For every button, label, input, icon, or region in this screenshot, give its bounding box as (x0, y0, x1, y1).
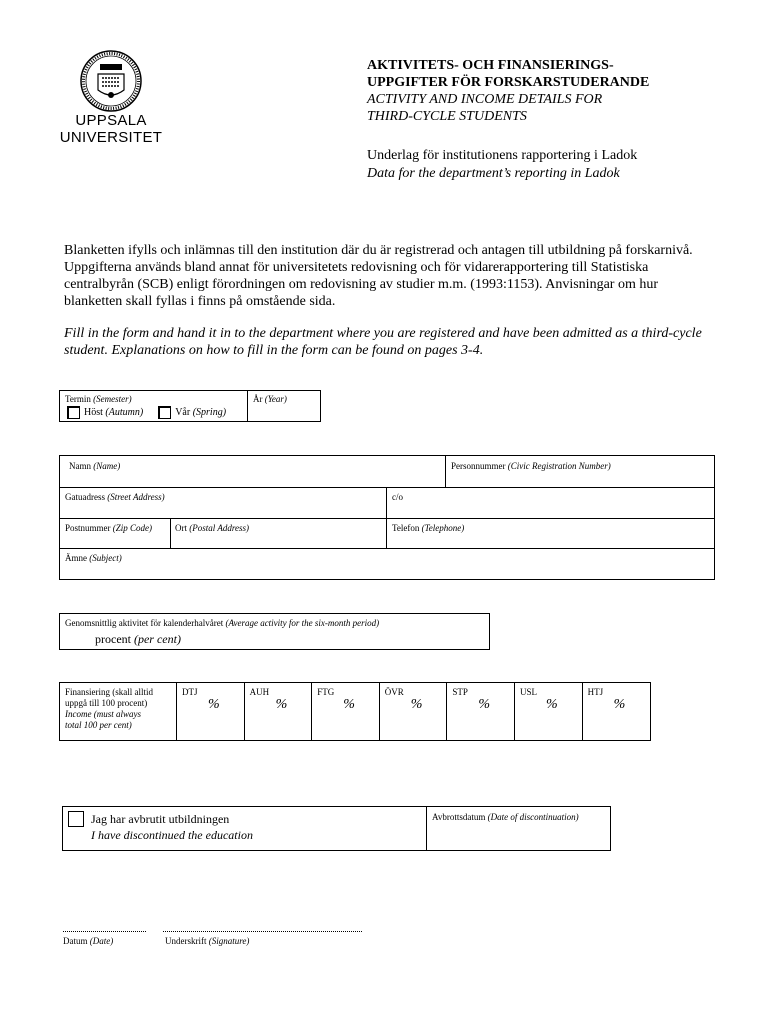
percent-sign: % (410, 697, 423, 712)
title-en-1: ACTIVITY AND INCOME DETAILS FOR (367, 92, 603, 107)
date-label: Datum (Date) (63, 936, 114, 946)
financing-col-usl[interactable]: USL (520, 687, 538, 697)
intro-text-en: Fill in the form and hand it in to the department where you are registered and have been admitted as a third-cycle student. Explanations on how to fill in the form can be found on pages 3-4. (64, 326, 702, 358)
percent-sign: % (275, 697, 288, 712)
university-seal-icon (80, 50, 142, 112)
percent-sign: % (478, 697, 491, 712)
subject-field[interactable]: Ämne (Subject) (65, 553, 122, 563)
discontinued-en: I have discontinued the education (91, 828, 253, 842)
financing-table (59, 682, 651, 741)
intro-text-sv: Blanketten ifylls och inlämnas till den institution där du är registrerad och antagen till utbildning på forskarnivå. Uppgifterna används bland annat för universitetets redovisning och för vidarerapportering till Statistiska centralbyrån (SCB) enligt förordningen om redovisning av studier m.m. (1993:1153). Anvisningar om hur blanketten skall fyllas i finns på omstående sida. (64, 243, 693, 309)
name-field[interactable]: Namn (Name) (69, 461, 121, 471)
financing-col-auh[interactable]: AUH (249, 687, 270, 697)
percent-sign: % (613, 697, 626, 712)
financing-col-htj[interactable]: HTJ (587, 687, 604, 697)
logo-line-2: UNIVERSITET (59, 129, 163, 146)
discontinued-checkbox[interactable] (68, 811, 84, 827)
date-line[interactable] (63, 931, 146, 932)
subtitle-en: Data for the department’s reporting in Ladok (367, 166, 620, 181)
activity-box[interactable] (59, 613, 490, 650)
subtitle-sv: Underlag för institutionens rapportering i Ladok (367, 148, 638, 163)
financing-col-dtj[interactable]: DTJ (182, 687, 198, 697)
financing-col-övr[interactable]: ÖVR (384, 687, 404, 697)
personal-info-box (59, 455, 715, 580)
activity-label: Genomsnittlig aktivitet för kalenderhalvåret (Average activity for the six-month period) (65, 618, 380, 628)
discontinued-box (62, 806, 611, 851)
civic-number-field[interactable]: Personnummer (Civic Registration Number) (451, 461, 611, 471)
percent-sign: % (546, 697, 558, 712)
city-field[interactable]: Ort (Postal Address) (175, 523, 249, 533)
signature-line[interactable] (163, 931, 362, 932)
financing-label: Finansiering (skall alltid uppgå till 100 procent) Income (must always total 100 per cent) (65, 687, 153, 730)
autumn-checkbox[interactable] (67, 406, 80, 419)
logo-line-1: UPPSALA (75, 112, 147, 129)
title-en-2: THIRD-CYCLE STUDENTS (367, 109, 527, 124)
activity-unit: procent (per cent) (95, 632, 181, 646)
phone-field[interactable]: Telefon (Telephone) (392, 523, 465, 533)
percent-sign: % (343, 697, 355, 712)
semester-options: Höst (Autumn) Vår (Spring) (62, 403, 247, 422)
financing-col-ftg[interactable]: FTG (317, 687, 335, 697)
page-title (367, 57, 649, 125)
year-field[interactable]: År (Year) (253, 394, 287, 404)
percent-sign: % (208, 697, 220, 712)
title-sv-2: UPPGIFTER FÖR FORSKARSTUDERANDE (367, 75, 650, 90)
financing-col-stp[interactable]: STP (452, 687, 468, 697)
subtitle (367, 147, 637, 183)
street-field[interactable]: Gatuadress (Street Address) (65, 492, 165, 502)
spring-checkbox[interactable] (158, 406, 171, 419)
zip-field[interactable]: Postnummer (Zip Code) (65, 523, 153, 533)
signature-label: Underskrift (Signature) (165, 936, 250, 946)
semester-label: Termin (Semester) (65, 394, 132, 404)
semester-box (59, 390, 321, 422)
discontinuation-date-field[interactable]: Avbrottsdatum (Date of discontinuation) (432, 812, 579, 822)
title-sv-1: AKTIVITETS- OCH FINANSIERINGS- (367, 58, 614, 73)
discontinued-sv: Jag har avbrutit utbildningen (91, 812, 230, 826)
co-field[interactable]: c/o (392, 492, 403, 502)
